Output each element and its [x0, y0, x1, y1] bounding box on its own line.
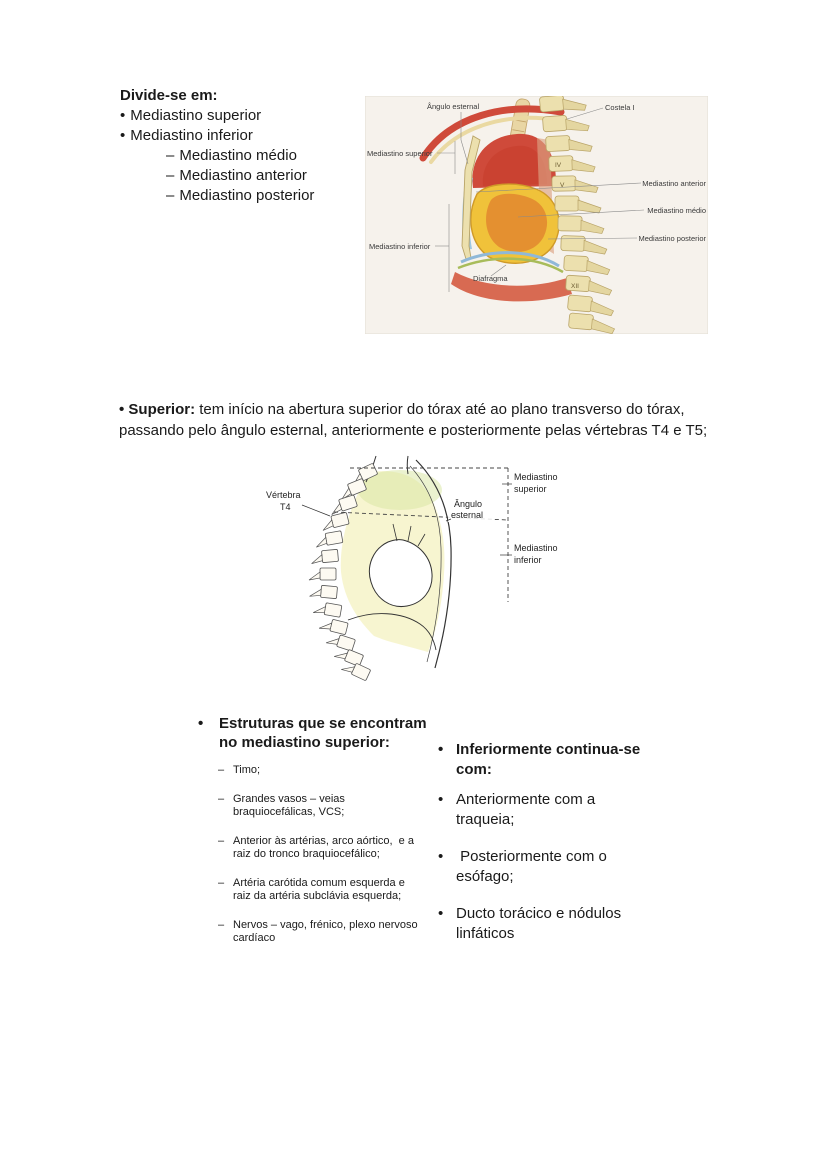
structures-item-label: Grandes vasos – veias braquiocefálicas, VCS;	[233, 792, 348, 818]
list-item	[120, 146, 314, 166]
label-vertebra: Vértebra	[266, 490, 301, 500]
dash-icon: –	[218, 764, 225, 776]
label-mediastino-superior-1: Mediastino	[514, 472, 558, 482]
bullet-icon: •	[438, 848, 444, 865]
structures-item-label: Artéria carótida comum esquerda e raiz da artéria subclávia esquerda;	[233, 876, 408, 902]
label-esternal: esternal	[451, 510, 484, 520]
label-costela-i: Costela I	[605, 103, 635, 112]
dash-icon: –	[218, 834, 225, 847]
structures-item-label: Nervos – vago, frénico, plexo nervoso cardíaco	[233, 918, 421, 944]
figure-superior-mediastinum-boundary	[250, 454, 580, 684]
list-item	[438, 904, 676, 944]
superior-paragraph	[119, 399, 733, 441]
label-mediastino-inferior-1: Mediastino	[514, 543, 558, 553]
bullet-icon: •	[438, 905, 444, 922]
intro-subitem-label: Mediastino anterior	[179, 167, 307, 184]
vertebra-v-numeral: V	[560, 182, 565, 189]
vertebra-iv-numeral: IV	[555, 162, 562, 169]
superior-paragraph-body: tem início na abertura superior do tórax até ao plano transverso do tórax, passando pelo ângulo esternal, anteriormente e posteriormente pelas vértebras T4 e T5;	[119, 401, 708, 439]
label-mediastino-inferior: Mediastino inferior	[369, 242, 431, 251]
structures-item-label: Timo;	[233, 764, 261, 776]
dash-icon: –	[166, 167, 175, 184]
bullet-icon: •	[120, 127, 126, 144]
label-t4: T4	[280, 502, 291, 512]
list-item	[438, 847, 676, 887]
structures-column	[198, 714, 430, 961]
list-item	[438, 790, 676, 830]
list-item	[120, 166, 314, 186]
list-item	[120, 186, 314, 206]
label-diafragma: Diafragma	[473, 274, 508, 283]
intro-item-label: Mediastino superior	[130, 107, 262, 124]
list-item	[198, 877, 430, 904]
continuation-item-label: Ducto torácico e nódulos linfáticos	[456, 905, 626, 942]
bullet-icon: •	[438, 791, 444, 808]
label-angulo: Ângulo	[454, 499, 483, 509]
list-item	[198, 835, 430, 862]
continuation-column	[438, 740, 676, 961]
label-mediastino-superior-2: superior	[514, 484, 547, 494]
label-mediastino-posterior: Mediastino posterior	[638, 234, 706, 243]
continuation-heading: Inferiormente continua-se com:	[456, 741, 641, 778]
dash-icon: –	[218, 792, 225, 805]
structures-heading-row	[198, 714, 430, 752]
bullet-icon: •	[198, 715, 204, 732]
body-drawing	[309, 456, 451, 681]
intro-section	[120, 86, 314, 206]
bullet-icon: •	[438, 741, 444, 758]
intro-heading: Divide-se em:	[120, 87, 218, 104]
continuation-item-label: Anteriormente com a traqueia;	[456, 791, 600, 828]
continuation-heading-row	[438, 740, 676, 780]
list-item	[120, 106, 314, 126]
structures-item-label: Anterior às artérias, arco aórtico, e a raiz do tronco braquiocefálico;	[233, 834, 418, 860]
label-mediastino-anterior: Mediastino anterior	[642, 179, 706, 188]
list-item	[198, 764, 430, 778]
label-mediastino-superior: Mediastino superior	[367, 149, 433, 158]
dash-icon: –	[166, 147, 175, 164]
continuation-item-label: Posteriormente com o esófago;	[456, 848, 612, 885]
dash-icon: –	[166, 187, 175, 204]
list-item	[120, 126, 314, 146]
superior-mediastinum-illustration	[250, 454, 580, 684]
vertebra-xii-numeral: XII	[571, 283, 579, 290]
bullet-icon: •	[120, 107, 126, 124]
structures-heading: Estruturas que se encontram no mediastino superior:	[219, 715, 427, 751]
dash-icon: –	[218, 876, 225, 889]
neck-front-line	[407, 456, 408, 474]
superior-paragraph-lead: • Superior:	[119, 401, 196, 418]
figure-mediastinum-divisions	[365, 96, 708, 334]
list-item	[198, 793, 430, 820]
intro-subitem-label: Mediastino posterior	[179, 187, 315, 204]
dash-icon: –	[218, 918, 225, 931]
list-item	[198, 919, 430, 946]
label-mediastino-medio: Mediastino médio	[647, 206, 706, 215]
intro-item-label: Mediastino inferior	[130, 127, 253, 144]
label-angulo-esternal: Ângulo esternal	[427, 102, 480, 111]
mediastinum-divisions-illustration	[365, 96, 708, 334]
label-mediastino-inferior-2: inferior	[514, 555, 542, 565]
intro-subitem-label: Mediastino médio	[179, 147, 297, 164]
